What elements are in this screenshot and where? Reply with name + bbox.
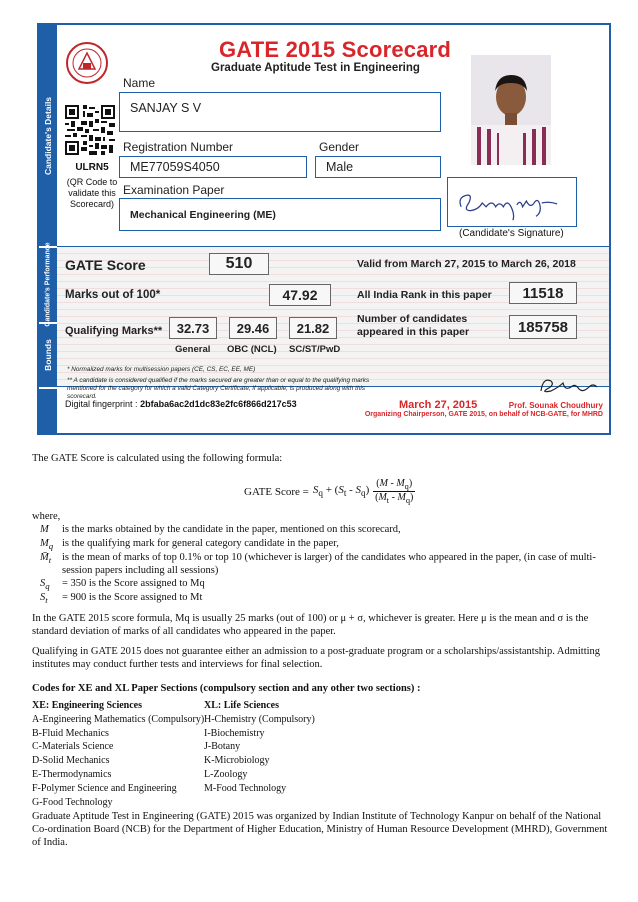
marks-label: Marks out of 100* [65, 289, 161, 301]
list-item: C-Materials Science [32, 741, 114, 753]
list-item: J-Botany [204, 741, 241, 753]
xl-sections [204, 699, 315, 796]
xe-sections [32, 699, 204, 809]
category-general-label: General [175, 344, 211, 355]
ulrn-label: ULRN5 [75, 162, 109, 173]
issue-date: March 27, 2015 [399, 399, 478, 411]
qualifying-label: Qualifying Marks** [65, 325, 163, 337]
paper-label: Examination Paper [123, 183, 225, 197]
name-field [119, 92, 441, 132]
iit-logo [65, 41, 109, 85]
chairperson-org: Organizing Chairperson, GATE 2015, on behalf of NCB-GATE, for MHRD [364, 411, 603, 418]
chairperson-signature [537, 371, 599, 399]
scorecard [37, 23, 611, 435]
candidate-photo [471, 55, 551, 165]
xe-heading: XE: Engineering Sciences [32, 700, 142, 711]
list-item: G-Food Technology [32, 796, 113, 808]
gate-score-label: GATE Score [65, 257, 146, 273]
category-obc-label: OBC (NCL) [227, 344, 277, 355]
footnote-normalized: * Normalized marks for multisession papers (CE, CS, EC, EE, ME) [67, 366, 256, 373]
list-item: B-Fluid Mechanics [32, 727, 109, 739]
candidates-value: 185758 [509, 315, 577, 339]
registration-value: ME77059S4050 [130, 160, 220, 174]
rank-value: 11518 [509, 282, 577, 304]
scorecard-subtitle: Graduate Aptitude Test in Engineering [211, 62, 420, 74]
digital-fingerprint: Digital fingerprint : 2bfaba6ac2d1dc83e2fc6f866d217c53 [65, 399, 297, 409]
list-item: K-Microbiology [204, 755, 270, 767]
registration-label: Registration Number [123, 140, 234, 154]
paper-value: Mechanical Engineering (ME) [130, 208, 276, 221]
candidate-signature [448, 178, 576, 226]
name-value: SANJAY S V [130, 101, 202, 115]
signature-box [447, 177, 577, 227]
rank-label: All India Rank in this paper [357, 289, 492, 301]
qualifying-disclaimer: Qualifying in GATE 2015 does not guarantee either an admission to a post-graduate program or a scholarships/assistantship. Admitting institutes may conduct further tests and interviews for final selection. [32, 646, 601, 670]
qualifying-obc-value: 29.46 [229, 317, 277, 339]
formula-intro: The GATE Score is calculated using the following formula: [32, 453, 283, 464]
marks-value: 47.92 [269, 284, 331, 306]
list-item: D-Solid Mechanics [32, 755, 110, 767]
gender-label: Gender [319, 140, 360, 154]
footnote-qualified: ** A candidate is considered qualified if the marks secured are greater than or equal to the qualifying marks mentioned for the category for which a valid Category Certificate, if applicable, is produced along with this scorecard. [67, 377, 370, 400]
sidebar-bounds-label: Bounds [43, 338, 54, 371]
qualifying-sc-value: 21.82 [289, 317, 337, 339]
qualifying-general-value: 32.73 [169, 317, 217, 339]
validity-text: Valid from March 27, 2015 to March 26, 2018 [357, 258, 576, 270]
name-label: Name [123, 76, 156, 90]
list-item: A-Engineering Mathematics (Compulsory) [32, 713, 205, 725]
signature-caption: (Candidate's Signature) [459, 228, 564, 239]
paper-field [119, 198, 441, 231]
scorecard-title: GATE 2015 Scorecard [219, 37, 452, 62]
gate-score-value: 510 [209, 253, 269, 275]
qr-code [65, 105, 115, 155]
gate-score-formula: GATE Score = $S_q + (S_t - S_q)$ $\frac{(M - M_q)}{(M_t - M_q)}$ [244, 478, 414, 505]
formula-note: In the GATE 2015 score formula, Mq is usually 25 marks (out of 100) or μ + σ, whichever is greater. Here μ is the mean and σ is the standard deviation of marks of all candidates who appeared in the paper. [32, 613, 589, 637]
list-item: M-Food Technology [204, 782, 287, 794]
list-item: H-Chemistry (Compulsory) [204, 713, 315, 725]
xl-heading: XL: Life Sciences [204, 700, 279, 711]
qr-note: (QR Code to validate this Scorecard) [66, 177, 118, 209]
chairperson-name: Prof. Sounak Choudhury [508, 401, 603, 410]
candidates-label: Number of candidates appeared in this paper [357, 313, 470, 338]
codes-heading: Codes for XE and XL Paper Sections (compulsory section and any other two sections) : [32, 683, 421, 694]
list-item: F-Polymer Science and Engineering [32, 782, 177, 794]
gender-field [315, 156, 441, 178]
list-item: I-Biochemistry [204, 727, 265, 739]
closing-statement: Graduate Aptitude Test in Engineering (GATE) 2015 was organized by Indian Institute of Technology Kanpur on behalf of the National Co-ordination Board (NCB) for the Department of Higher Education, Ministry of Human Resource Development (MHRD), Government of India. [32, 811, 608, 848]
where-label: where, [32, 511, 61, 522]
sidebar-performance-label: Candidate's Performance [44, 241, 52, 327]
sidebar-details-label: Candidate's Details [43, 96, 54, 175]
gender-value: Male [326, 160, 354, 174]
list-item: E-Thermodynamics [32, 768, 112, 780]
list-item: L-Zoology [204, 768, 248, 780]
category-sc-label: SC/ST/PwD [289, 344, 341, 355]
registration-field [119, 156, 307, 178]
